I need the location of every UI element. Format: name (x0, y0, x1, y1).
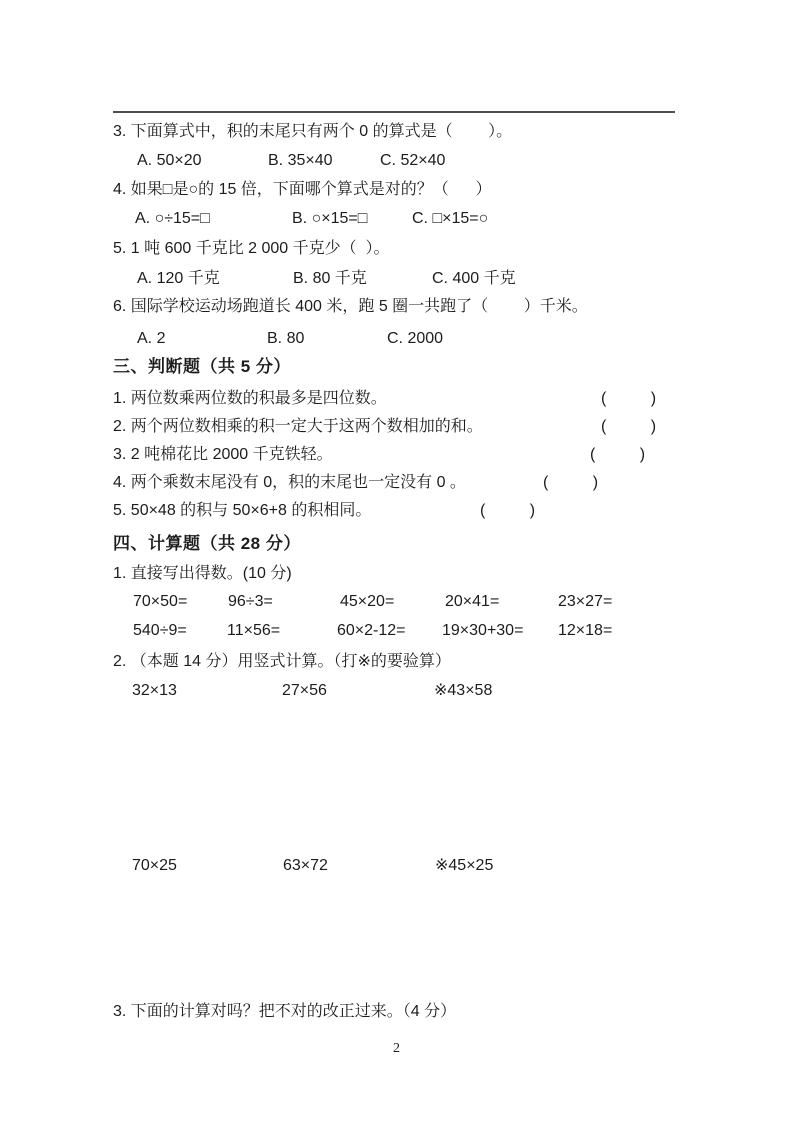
judgement-item-4-text: 4. 两个乘数末尾没有 0，积的末尾也一定没有 0 。 (113, 474, 466, 491)
judgement-item-3-text: 3. 2 吨棉花比 2000 千克铁轻。 (113, 446, 333, 463)
judgement-item-2-text: 2. 两个两位数相乘的积一定大于这两个数相加的和。 (113, 418, 483, 435)
page-number: 2 (393, 1041, 400, 1056)
judgement-section-heading: 三、判断题（共 5 分） (113, 357, 291, 376)
mc-q6-option-b: B. 80 (267, 330, 305, 347)
judgement-item-4-answer-blank: ( ) (543, 474, 599, 491)
judgement-item-5-text: 5. 50×48 的积与 50×6+8 的积相同。 (113, 502, 372, 519)
mc-q4-option-b: B. ○×15=□ (292, 210, 368, 227)
calc-q1-instruction: 1. 直接写出得数。(10 分) (113, 565, 292, 582)
mc-q6-option-a: A. 2 (137, 330, 166, 347)
oral-calc-item: 20×41= (445, 593, 500, 610)
judgement-item-3-answer-blank: ( ) (590, 446, 646, 463)
oral-calc-item: 540÷9= (133, 622, 187, 639)
judgement-item-5-answer-blank: ( ) (480, 502, 536, 519)
oral-calc-item: 45×20= (340, 593, 395, 610)
oral-calc-item: 96÷3= (228, 593, 273, 610)
mc-q5-option-a: A. 120 千克 (137, 270, 220, 287)
vertical-calc-item: 70×25 (132, 857, 177, 874)
calculation-section-heading: 四、计算题（共 28 分） (113, 534, 301, 553)
oral-calc-item: 60×2-12= (337, 622, 406, 639)
mc-question-4-text: 4. 如果□是○的 15 倍，下面哪个算式是对的？（ ） (113, 181, 492, 198)
vertical-calc-item: ※43×58 (434, 682, 493, 699)
mc-q4-option-c: C. □×15=○ (412, 210, 489, 227)
vertical-calc-item: 63×72 (283, 857, 328, 874)
oral-calc-item: 70×50= (133, 593, 188, 610)
vertical-calc-item: 27×56 (282, 682, 327, 699)
mc-q6-option-c: C. 2000 (387, 330, 444, 347)
calc-q3-instruction: 3. 下面的计算对吗？把不对的改正过来。（4 分） (113, 1003, 457, 1020)
judgement-item-1-answer-blank: ( ) (601, 390, 657, 407)
vertical-calc-item: 32×13 (132, 682, 177, 699)
judgement-item-2-answer-blank: ( ) (601, 418, 657, 435)
mc-question-3-text: 3. 下面算式中，积的末尾只有两个 0 的算式是（ ）。 (113, 123, 513, 140)
oral-calc-item: 12×18= (558, 622, 613, 639)
mc-q5-option-c: C. 400 千克 (432, 270, 516, 287)
calc-q2-instruction: 2. （本题 14 分）用竖式计算。（打※的要验算） (113, 653, 451, 670)
mc-question-6-text: 6. 国际学校运动场跑道长 400 米，跑 5 圈一共跑了（ ）千米。 (113, 298, 588, 315)
mc-q3-option-a: A. 50×20 (137, 152, 202, 169)
oral-calc-item: 23×27= (558, 593, 613, 610)
judgement-item-1-text: 1. 两位数乘两位数的积最多是四位数。 (113, 390, 387, 407)
mc-question-5-text: 5. 1 吨 600 千克比 2 000 千克少（ ）。 (113, 240, 390, 257)
mc-q5-option-b: B. 80 千克 (293, 270, 367, 287)
header-divider-rule (113, 111, 675, 113)
mc-q3-option-c: C. 52×40 (380, 152, 446, 169)
mc-q4-option-a: A. ○÷15=□ (135, 210, 210, 227)
oral-calc-item: 11×56= (227, 622, 281, 639)
vertical-calc-item: ※45×25 (435, 857, 494, 874)
mc-q3-option-b: B. 35×40 (268, 152, 333, 169)
oral-calc-item: 19×30+30= (442, 622, 524, 639)
